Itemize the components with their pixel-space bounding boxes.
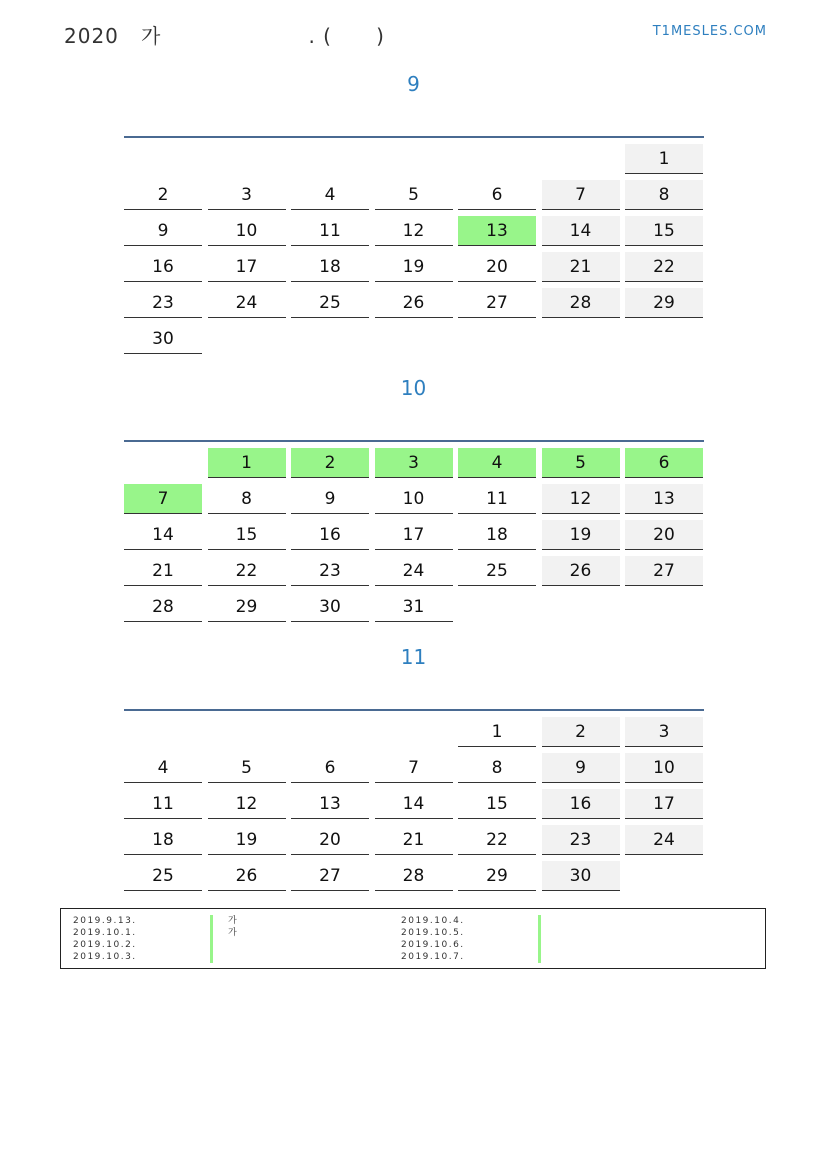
legend-row <box>73 939 403 951</box>
calendar-grid <box>124 144 704 360</box>
calendar-day: 25 <box>458 556 536 586</box>
calendar-november <box>124 709 704 897</box>
calendar-day: 28 <box>375 861 453 891</box>
calendar-day: 18 <box>124 825 202 855</box>
calendar-day: 11 <box>291 216 369 246</box>
calendar-day: 17 <box>625 789 703 819</box>
calendar-top-rule <box>124 440 704 442</box>
calendar-day: 2 <box>291 448 369 478</box>
legend-color-swatch <box>538 915 541 927</box>
month-title-october: 10 <box>400 376 427 400</box>
calendar-day: 1 <box>625 144 703 174</box>
calendar-day: 21 <box>375 825 453 855</box>
calendar-day: 12 <box>208 789 286 819</box>
legend-color-swatch <box>538 939 541 951</box>
month-title-november: 11 <box>400 645 427 669</box>
calendar-day: 15 <box>625 216 703 246</box>
calendar-day: 30 <box>542 861 620 891</box>
calendar-day: 28 <box>542 288 620 318</box>
calendar-day: 2 <box>542 717 620 747</box>
calendar-day: 25 <box>124 861 202 891</box>
calendar-top-rule <box>124 136 704 138</box>
calendar-day: 11 <box>458 484 536 514</box>
calendar-day: 5 <box>375 180 453 210</box>
page-title: 2020 가 . ( ) <box>64 24 385 48</box>
calendar-day: 13 <box>291 789 369 819</box>
calendar-day: 10 <box>208 216 286 246</box>
calendar-day: 27 <box>458 288 536 318</box>
calendar-day: 5 <box>208 753 286 783</box>
legend-date: 2019.10.4. <box>401 916 465 926</box>
calendar-top-rule <box>124 709 704 711</box>
legend-row <box>73 915 403 927</box>
calendar-day: 9 <box>124 216 202 246</box>
calendar-day: 24 <box>625 825 703 855</box>
legend-color-swatch <box>210 951 213 963</box>
calendar-day: 23 <box>291 556 369 586</box>
calendar-day: 12 <box>375 216 453 246</box>
calendar-day: 23 <box>124 288 202 318</box>
calendar-day: 28 <box>124 592 202 622</box>
calendar-day: 16 <box>124 252 202 282</box>
calendar-day: 31 <box>375 592 453 622</box>
calendar-day: 20 <box>625 520 703 550</box>
legend-color-swatch <box>210 915 213 927</box>
calendar-day: 22 <box>458 825 536 855</box>
brand-link[interactable]: T1MESLES.COM <box>652 24 767 39</box>
legend-row <box>401 951 731 963</box>
calendar-day: 17 <box>375 520 453 550</box>
calendar-day: 7 <box>375 753 453 783</box>
calendar-day: 22 <box>208 556 286 586</box>
calendar-day: 6 <box>458 180 536 210</box>
legend-date: 2019.10.7. <box>401 952 465 962</box>
legend-date: 2019.9.13. <box>73 916 137 926</box>
legend-holiday-name: 가 <box>228 928 239 938</box>
calendar-grid <box>124 448 704 628</box>
calendar-day: 5 <box>542 448 620 478</box>
calendar-day: 25 <box>291 288 369 318</box>
calendar-day: 9 <box>542 753 620 783</box>
calendar-day: 26 <box>375 288 453 318</box>
calendar-day: 29 <box>458 861 536 891</box>
calendar-day: 3 <box>375 448 453 478</box>
calendar-day: 15 <box>458 789 536 819</box>
calendar-day: 4 <box>291 180 369 210</box>
calendar-day: 14 <box>124 520 202 550</box>
calendar-day: 22 <box>625 252 703 282</box>
calendar-day: 13 <box>625 484 703 514</box>
legend-date: 2019.10.2. <box>73 940 137 950</box>
legend-date: 2019.10.5. <box>401 928 465 938</box>
legend-column-left <box>73 915 403 963</box>
calendar-day: 6 <box>291 753 369 783</box>
calendar-day: 8 <box>208 484 286 514</box>
calendar-day: 27 <box>291 861 369 891</box>
calendar-day: 7 <box>124 484 202 514</box>
calendar-day: 11 <box>124 789 202 819</box>
calendar-day: 4 <box>124 753 202 783</box>
calendar-day: 15 <box>208 520 286 550</box>
calendar-day: 7 <box>542 180 620 210</box>
calendar-day: 16 <box>291 520 369 550</box>
calendar-day: 26 <box>542 556 620 586</box>
calendar-day: 19 <box>208 825 286 855</box>
month-title-september: 9 <box>407 72 420 96</box>
legend-color-swatch <box>538 951 541 963</box>
calendar-october <box>124 440 704 628</box>
calendar-day: 29 <box>208 592 286 622</box>
legend-row <box>73 927 403 939</box>
calendar-day: 30 <box>124 324 202 354</box>
calendar-september <box>124 136 704 360</box>
calendar-day: 29 <box>625 288 703 318</box>
calendar-day: 10 <box>625 753 703 783</box>
calendar-day: 9 <box>291 484 369 514</box>
calendar-day: 2 <box>124 180 202 210</box>
calendar-day: 14 <box>375 789 453 819</box>
calendar-day: 3 <box>208 180 286 210</box>
legend-date: 2019.10.6. <box>401 940 465 950</box>
calendar-day: 18 <box>458 520 536 550</box>
calendar-day: 17 <box>208 252 286 282</box>
calendar-day: 23 <box>542 825 620 855</box>
calendar-day: 30 <box>291 592 369 622</box>
legend-row <box>73 951 403 963</box>
calendar-day: 18 <box>291 252 369 282</box>
calendar-day: 10 <box>375 484 453 514</box>
calendar-day: 19 <box>542 520 620 550</box>
calendar-day: 13 <box>458 216 536 246</box>
calendar-day: 21 <box>542 252 620 282</box>
legend-row <box>401 915 731 927</box>
calendar-day: 20 <box>291 825 369 855</box>
calendar-day: 19 <box>375 252 453 282</box>
calendar-day: 8 <box>458 753 536 783</box>
legend-row <box>401 939 731 951</box>
calendar-day: 12 <box>542 484 620 514</box>
calendar-day: 8 <box>625 180 703 210</box>
calendar-day: 3 <box>625 717 703 747</box>
legend-color-swatch <box>538 927 541 939</box>
calendar-day: 21 <box>124 556 202 586</box>
calendar-day: 27 <box>625 556 703 586</box>
calendar-day: 4 <box>458 448 536 478</box>
legend-row <box>401 927 731 939</box>
calendar-day: 6 <box>625 448 703 478</box>
legend-date: 2019.10.3. <box>73 952 137 962</box>
calendar-day: 16 <box>542 789 620 819</box>
calendar-day: 1 <box>458 717 536 747</box>
legend-column-right <box>401 915 731 963</box>
calendar-day: 14 <box>542 216 620 246</box>
calendar-grid <box>124 717 704 897</box>
legend-color-swatch <box>210 927 213 939</box>
calendar-day: 24 <box>375 556 453 586</box>
legend-date: 2019.10.1. <box>73 928 137 938</box>
calendar-day: 24 <box>208 288 286 318</box>
legend-color-swatch <box>210 939 213 951</box>
calendar-day: 1 <box>208 448 286 478</box>
legend-holiday-name: 가 <box>228 916 239 926</box>
holiday-legend <box>60 908 766 969</box>
calendar-day: 20 <box>458 252 536 282</box>
calendar-day: 26 <box>208 861 286 891</box>
